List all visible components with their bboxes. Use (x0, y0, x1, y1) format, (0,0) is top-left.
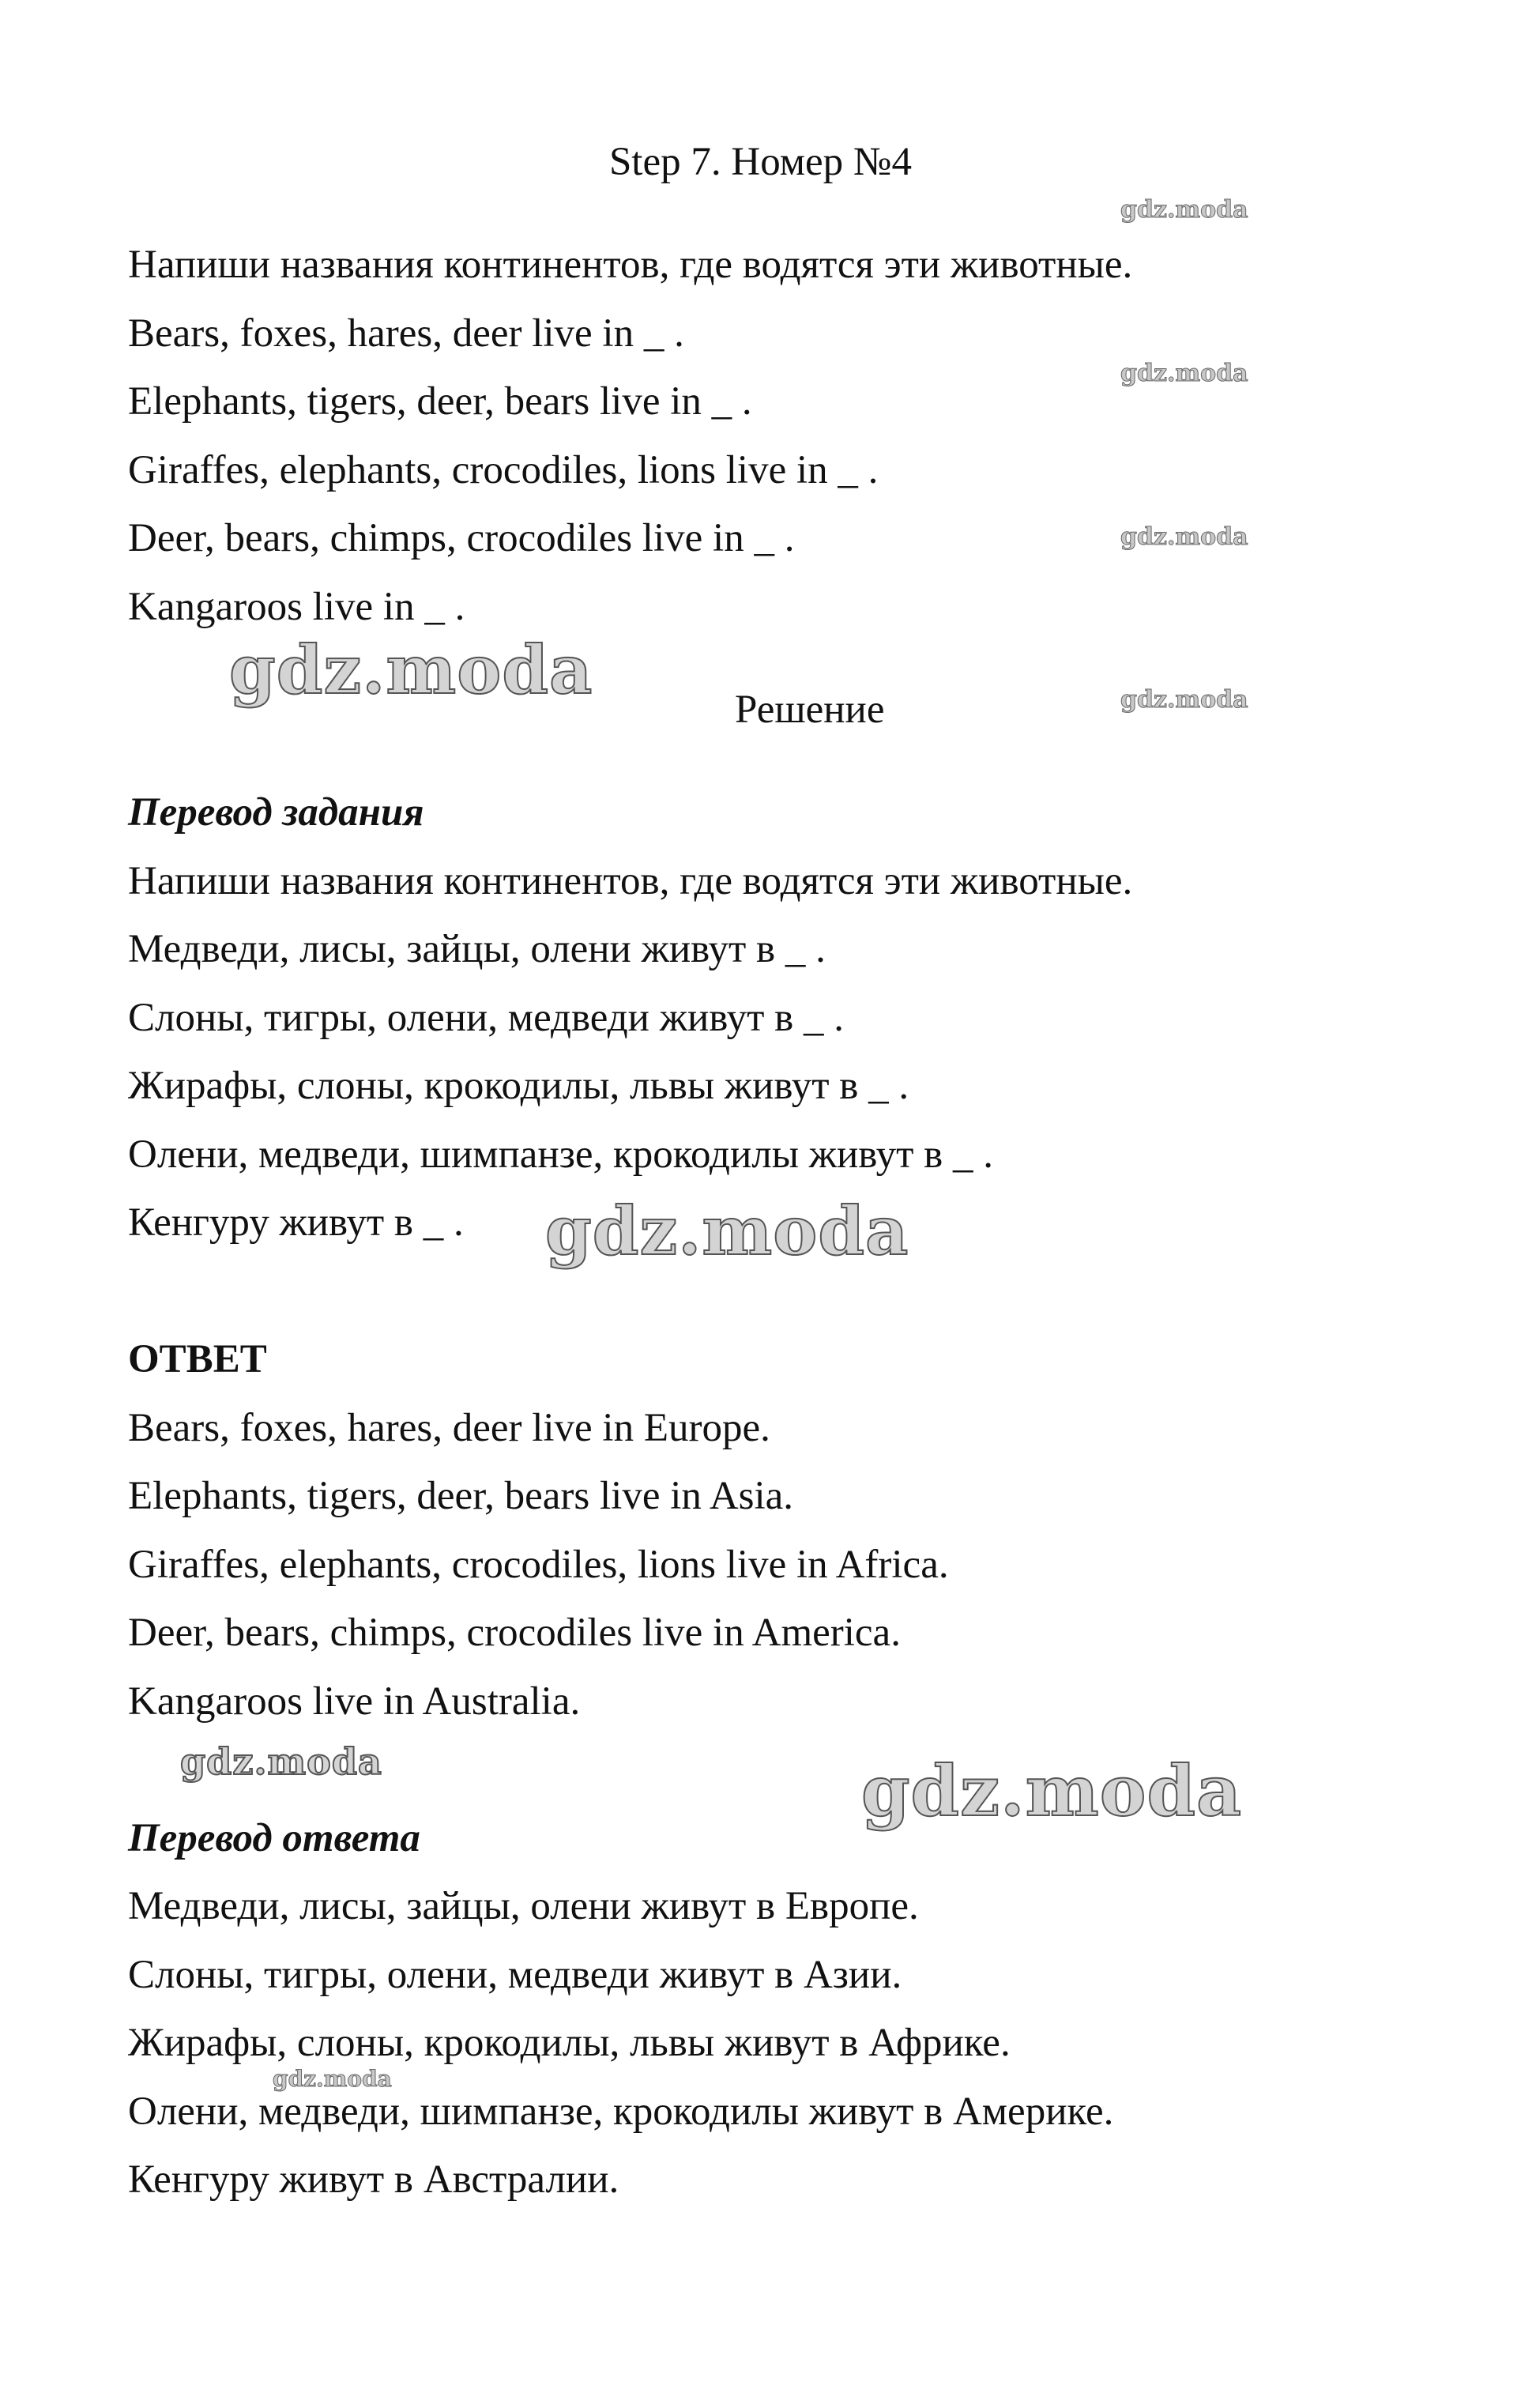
watermark: gdz.moda (180, 1740, 382, 1783)
task-instruction: Напиши названия континентов, где водятся эти животные. (128, 243, 1133, 287)
answer-translation-line: Кенгуру живут в Австралии. (128, 2157, 619, 2202)
watermark: gdz.moda (1120, 360, 1248, 387)
task-translation-instruction: Напиши названия континентов, где водятся эти животные. (128, 859, 1133, 903)
watermark: gdz.moda (1120, 196, 1248, 224)
task-line: Kangaroos live in _ . (128, 585, 465, 629)
answer-translation-line: Слоны, тигры, олени, медведи живут в Азии. (128, 1953, 902, 1997)
task-line: Elephants, tigers, deer, bears live in _ . (128, 379, 752, 424)
page-title: Step 7. Номер №4 (608, 140, 913, 184)
task-line: Giraffes, elephants, crocodiles, lions live in _ . (128, 448, 879, 492)
answer-line: Kangaroos live in Australia. (128, 1679, 581, 1724)
answer-translation-heading: Перевод ответа (128, 1816, 420, 1860)
task-translation-line: Слоны, тигры, олени, медведи живут в _ . (128, 996, 844, 1040)
answer-heading: ОТВЕТ (128, 1337, 267, 1381)
answer-translation-line: Медведи, лисы, зайцы, олени живут в Европе. (128, 1884, 919, 1928)
solution-label: Решение (735, 688, 885, 732)
watermark: gdz.moda (229, 631, 593, 709)
task-line: Bears, foxes, hares, deer live in _ . (128, 311, 684, 356)
answer-line: Deer, bears, chimps, crocodiles live in America. (128, 1611, 901, 1655)
task-translation-line: Жирафы, слоны, крокодилы, львы живут в _ . (128, 1064, 909, 1108)
watermark: gdz.moda (861, 1750, 1243, 1832)
watermark: gdz.moda (1120, 523, 1248, 551)
task-line: Deer, bears, chimps, crocodiles live in _ . (128, 516, 795, 560)
task-translation-line: Кенгуру живут в _ . (128, 1200, 464, 1245)
watermark: gdz.moda (545, 1192, 909, 1270)
task-translation-heading: Перевод задания (128, 790, 424, 835)
watermark: gdz.moda (273, 2066, 392, 2092)
answer-line: Elephants, tigers, deer, bears live in Asia. (128, 1474, 794, 1518)
answer-translation-line: Жирафы, слоны, крокодилы, львы живут в Африке. (128, 2021, 1011, 2065)
answer-line: Giraffes, elephants, crocodiles, lions live in Africa. (128, 1543, 949, 1587)
task-translation-line: Медведи, лисы, зайцы, олени живут в _ . (128, 927, 826, 971)
task-translation-line: Олени, медведи, шимпанзе, крокодилы живут в _ . (128, 1132, 993, 1177)
answer-translation-line: Олени, медведи, шимпанзе, крокодилы живут в Америке. (128, 2090, 1114, 2134)
answer-line: Bears, foxes, hares, deer live in Europe. (128, 1406, 770, 1450)
watermark: gdz.moda (1120, 686, 1248, 714)
